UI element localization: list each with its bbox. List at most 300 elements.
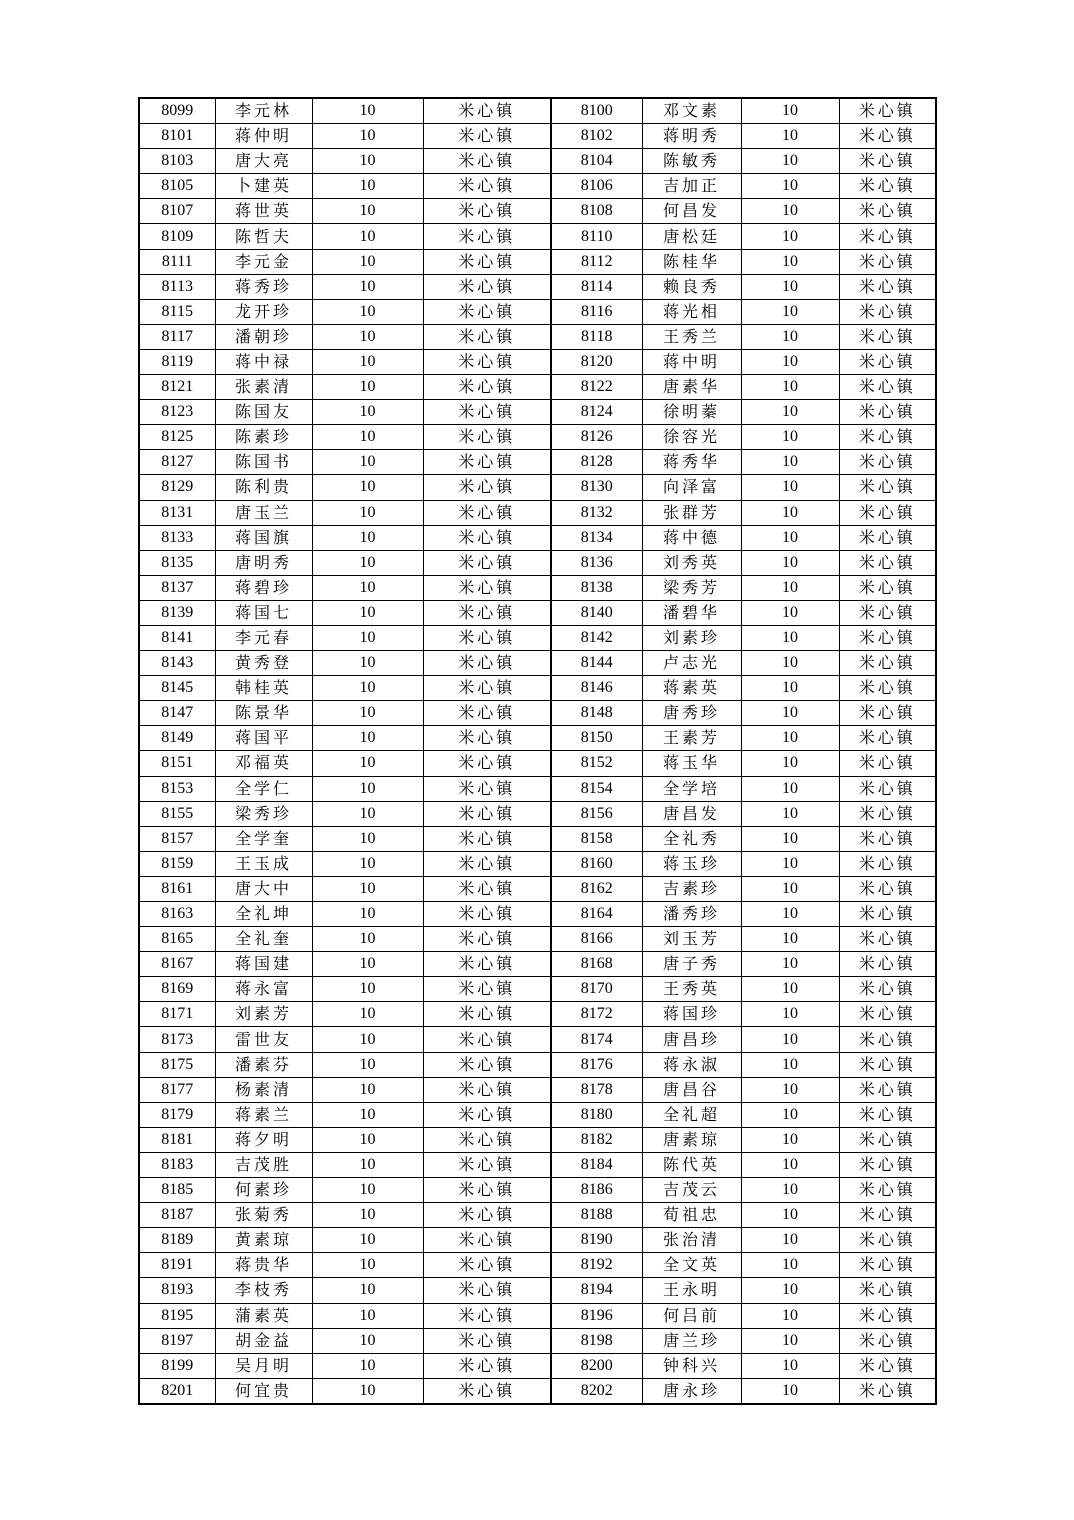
township-cell: 米心镇: [423, 1228, 551, 1253]
amount-cell: 10: [312, 902, 423, 927]
township-cell: 米心镇: [423, 1253, 551, 1278]
record-number-cell: 8196: [551, 1303, 642, 1328]
township-cell: 米心镇: [423, 475, 551, 500]
amount-cell: 10: [312, 927, 423, 952]
record-number-cell: 8129: [139, 475, 215, 500]
person-name-cell: 刘秀英: [642, 550, 741, 575]
person-name-cell: 唐明秀: [215, 550, 312, 575]
table-row: [139, 274, 936, 299]
person-name-cell: 刘素芳: [215, 1002, 312, 1027]
amount-cell: 10: [312, 124, 423, 149]
township-cell: 米心镇: [423, 977, 551, 1002]
person-name-cell: 蒋素兰: [215, 1102, 312, 1127]
person-name-cell: 王永明: [642, 1278, 741, 1303]
amount-cell: 10: [312, 876, 423, 901]
record-number-cell: 8137: [139, 575, 215, 600]
record-number-cell: 8168: [551, 952, 642, 977]
record-number-cell: 8157: [139, 826, 215, 851]
record-number-cell: 8136: [551, 550, 642, 575]
amount-cell: 10: [312, 1027, 423, 1052]
township-cell: 米心镇: [839, 625, 936, 650]
person-name-cell: 何素珍: [215, 1178, 312, 1203]
table-row: [139, 851, 936, 876]
township-cell: 米心镇: [423, 776, 551, 801]
amount-cell: 10: [741, 1077, 839, 1102]
amount-cell: 10: [741, 651, 839, 676]
township-cell: 米心镇: [839, 1077, 936, 1102]
record-number-cell: 8103: [139, 149, 215, 174]
amount-cell: 10: [741, 199, 839, 224]
township-cell: 米心镇: [423, 324, 551, 349]
person-name-cell: 卜建英: [215, 174, 312, 199]
record-number-cell: 8124: [551, 400, 642, 425]
amount-cell: 10: [741, 425, 839, 450]
person-name-cell: 陈哲夫: [215, 224, 312, 249]
person-name-cell: 卢志光: [642, 651, 741, 676]
person-name-cell: 唐昌珍: [642, 1027, 741, 1052]
person-name-cell: 杨素清: [215, 1077, 312, 1102]
table-row: [139, 801, 936, 826]
table-row: [139, 98, 936, 124]
person-name-cell: 蒋国珍: [642, 1002, 741, 1027]
record-number-cell: 8110: [551, 224, 642, 249]
person-name-cell: 蒋中明: [642, 349, 741, 374]
township-cell: 米心镇: [839, 1203, 936, 1228]
record-number-cell: 8193: [139, 1278, 215, 1303]
table-row: [139, 1303, 936, 1328]
amount-cell: 10: [312, 98, 423, 124]
record-number-cell: 8183: [139, 1152, 215, 1177]
township-cell: 米心镇: [839, 1328, 936, 1353]
amount-cell: 10: [741, 826, 839, 851]
person-name-cell: 蒋中禄: [215, 349, 312, 374]
record-number-cell: 8105: [139, 174, 215, 199]
record-number-cell: 8116: [551, 299, 642, 324]
amount-cell: 10: [312, 625, 423, 650]
amount-cell: 10: [741, 1002, 839, 1027]
record-number-cell: 8167: [139, 952, 215, 977]
person-name-cell: 全文英: [642, 1253, 741, 1278]
township-cell: 米心镇: [423, 726, 551, 751]
table-row: [139, 1077, 936, 1102]
amount-cell: 10: [741, 851, 839, 876]
record-number-cell: 8191: [139, 1253, 215, 1278]
township-cell: 米心镇: [423, 174, 551, 199]
township-cell: 米心镇: [839, 1027, 936, 1052]
amount-cell: 10: [312, 676, 423, 701]
person-name-cell: 王玉成: [215, 851, 312, 876]
record-number-cell: 8197: [139, 1328, 215, 1353]
township-cell: 米心镇: [839, 224, 936, 249]
record-number-cell: 8130: [551, 475, 642, 500]
amount-cell: 10: [741, 149, 839, 174]
amount-cell: 10: [312, 1152, 423, 1177]
township-cell: 米心镇: [839, 701, 936, 726]
record-number-cell: 8199: [139, 1353, 215, 1378]
record-number-cell: 8172: [551, 1002, 642, 1027]
amount-cell: 10: [741, 1203, 839, 1228]
person-name-cell: 王秀英: [642, 977, 741, 1002]
record-number-cell: 8202: [551, 1378, 642, 1404]
record-number-cell: 8160: [551, 851, 642, 876]
person-name-cell: 潘碧华: [642, 600, 741, 625]
person-name-cell: 王秀兰: [642, 324, 741, 349]
township-cell: 米心镇: [423, 1203, 551, 1228]
person-name-cell: 蒋永富: [215, 977, 312, 1002]
record-number-cell: 8122: [551, 375, 642, 400]
table-row: [139, 550, 936, 575]
amount-cell: 10: [312, 174, 423, 199]
table-row: [139, 1378, 936, 1404]
person-name-cell: 蒋贵华: [215, 1253, 312, 1278]
person-name-cell: 唐昌谷: [642, 1077, 741, 1102]
person-name-cell: 蒋永淑: [642, 1052, 741, 1077]
amount-cell: 10: [741, 299, 839, 324]
table-row: [139, 149, 936, 174]
amount-cell: 10: [741, 977, 839, 1002]
record-number-cell: 8123: [139, 400, 215, 425]
record-number-cell: 8149: [139, 726, 215, 751]
table-row: [139, 1278, 936, 1303]
table-row: [139, 400, 936, 425]
township-cell: 米心镇: [423, 1278, 551, 1303]
amount-cell: 10: [312, 751, 423, 776]
township-cell: 米心镇: [423, 124, 551, 149]
person-name-cell: 全学培: [642, 776, 741, 801]
person-name-cell: 邓福英: [215, 751, 312, 776]
table-row: [139, 826, 936, 851]
record-number-cell: 8158: [551, 826, 642, 851]
table-row: [139, 525, 936, 550]
roster-table: [138, 97, 937, 1405]
township-cell: 米心镇: [423, 1052, 551, 1077]
township-cell: 米心镇: [423, 625, 551, 650]
township-cell: 米心镇: [839, 550, 936, 575]
township-cell: 米心镇: [839, 751, 936, 776]
township-cell: 米心镇: [423, 826, 551, 851]
table-row: [139, 1328, 936, 1353]
amount-cell: 10: [312, 1002, 423, 1027]
amount-cell: 10: [741, 450, 839, 475]
person-name-cell: 陈敏秀: [642, 149, 741, 174]
record-number-cell: 8165: [139, 927, 215, 952]
township-cell: 米心镇: [839, 475, 936, 500]
person-name-cell: 唐秀珍: [642, 701, 741, 726]
township-cell: 米心镇: [423, 701, 551, 726]
amount-cell: 10: [312, 550, 423, 575]
record-number-cell: 8132: [551, 500, 642, 525]
amount-cell: 10: [312, 199, 423, 224]
amount-cell: 10: [741, 249, 839, 274]
record-number-cell: 8190: [551, 1228, 642, 1253]
amount-cell: 10: [741, 625, 839, 650]
township-cell: 米心镇: [423, 952, 551, 977]
township-cell: 米心镇: [839, 902, 936, 927]
township-cell: 米心镇: [423, 1102, 551, 1127]
person-name-cell: 蒋碧珍: [215, 575, 312, 600]
record-number-cell: 8173: [139, 1027, 215, 1052]
person-name-cell: 陈桂华: [642, 249, 741, 274]
township-cell: 米心镇: [839, 927, 936, 952]
record-number-cell: 8176: [551, 1052, 642, 1077]
record-number-cell: 8171: [139, 1002, 215, 1027]
township-cell: 米心镇: [839, 1278, 936, 1303]
township-cell: 米心镇: [423, 199, 551, 224]
record-number-cell: 8179: [139, 1102, 215, 1127]
record-number-cell: 8177: [139, 1077, 215, 1102]
person-name-cell: 张菊秀: [215, 1203, 312, 1228]
person-name-cell: 向泽富: [642, 475, 741, 500]
township-cell: 米心镇: [423, 575, 551, 600]
amount-cell: 10: [741, 575, 839, 600]
amount-cell: 10: [741, 400, 839, 425]
record-number-cell: 8119: [139, 349, 215, 374]
amount-cell: 10: [741, 1052, 839, 1077]
amount-cell: 10: [312, 1278, 423, 1303]
record-number-cell: 8141: [139, 625, 215, 650]
person-name-cell: 唐大中: [215, 876, 312, 901]
township-cell: 米心镇: [423, 1152, 551, 1177]
record-number-cell: 8101: [139, 124, 215, 149]
township-cell: 米心镇: [423, 550, 551, 575]
record-number-cell: 8131: [139, 500, 215, 525]
record-number-cell: 8138: [551, 575, 642, 600]
township-cell: 米心镇: [423, 224, 551, 249]
amount-cell: 10: [312, 500, 423, 525]
table-row: [139, 1253, 936, 1278]
amount-cell: 10: [312, 224, 423, 249]
record-number-cell: 8148: [551, 701, 642, 726]
record-number-cell: 8189: [139, 1228, 215, 1253]
township-cell: 米心镇: [839, 726, 936, 751]
amount-cell: 10: [741, 902, 839, 927]
township-cell: 米心镇: [423, 299, 551, 324]
township-cell: 米心镇: [839, 500, 936, 525]
record-number-cell: 8100: [551, 98, 642, 124]
amount-cell: 10: [312, 1077, 423, 1102]
amount-cell: 10: [312, 149, 423, 174]
township-cell: 米心镇: [423, 851, 551, 876]
amount-cell: 10: [741, 726, 839, 751]
amount-cell: 10: [741, 324, 839, 349]
township-cell: 米心镇: [423, 1027, 551, 1052]
township-cell: 米心镇: [839, 952, 936, 977]
amount-cell: 10: [312, 375, 423, 400]
person-name-cell: 王素芳: [642, 726, 741, 751]
township-cell: 米心镇: [839, 1378, 936, 1404]
record-number-cell: 8147: [139, 701, 215, 726]
record-number-cell: 8152: [551, 751, 642, 776]
township-cell: 米心镇: [839, 274, 936, 299]
record-number-cell: 8192: [551, 1253, 642, 1278]
township-cell: 米心镇: [423, 1303, 551, 1328]
record-number-cell: 8146: [551, 676, 642, 701]
person-name-cell: 蒋玉华: [642, 751, 741, 776]
township-cell: 米心镇: [423, 98, 551, 124]
record-number-cell: 8112: [551, 249, 642, 274]
amount-cell: 10: [741, 776, 839, 801]
person-name-cell: 李元春: [215, 625, 312, 650]
amount-cell: 10: [741, 1328, 839, 1353]
township-cell: 米心镇: [839, 400, 936, 425]
amount-cell: 10: [312, 450, 423, 475]
township-cell: 米心镇: [423, 400, 551, 425]
record-number-cell: 8162: [551, 876, 642, 901]
record-number-cell: 8198: [551, 1328, 642, 1353]
record-number-cell: 8155: [139, 801, 215, 826]
table-row: [139, 927, 936, 952]
table-row: [139, 726, 936, 751]
person-name-cell: 唐松廷: [642, 224, 741, 249]
record-number-cell: 8159: [139, 851, 215, 876]
amount-cell: 10: [741, 349, 839, 374]
amount-cell: 10: [741, 1353, 839, 1378]
township-cell: 米心镇: [839, 676, 936, 701]
table-row: [139, 776, 936, 801]
person-name-cell: 唐子秀: [642, 952, 741, 977]
record-number-cell: 8108: [551, 199, 642, 224]
person-name-cell: 唐永珍: [642, 1378, 741, 1404]
amount-cell: 10: [312, 1203, 423, 1228]
record-number-cell: 8180: [551, 1102, 642, 1127]
table-row: [139, 1052, 936, 1077]
record-number-cell: 8185: [139, 1178, 215, 1203]
township-cell: 米心镇: [423, 349, 551, 374]
person-name-cell: 李枝秀: [215, 1278, 312, 1303]
township-cell: 米心镇: [423, 149, 551, 174]
township-cell: 米心镇: [423, 1178, 551, 1203]
table-row: [139, 500, 936, 525]
person-name-cell: 张素清: [215, 375, 312, 400]
amount-cell: 10: [741, 751, 839, 776]
person-name-cell: 荀祖忠: [642, 1203, 741, 1228]
amount-cell: 10: [312, 575, 423, 600]
table-row: [139, 751, 936, 776]
amount-cell: 10: [312, 726, 423, 751]
amount-cell: 10: [741, 952, 839, 977]
township-cell: 米心镇: [839, 1127, 936, 1152]
amount-cell: 10: [312, 299, 423, 324]
person-name-cell: 梁秀芳: [642, 575, 741, 600]
amount-cell: 10: [741, 701, 839, 726]
amount-cell: 10: [741, 876, 839, 901]
table-row: [139, 952, 936, 977]
record-number-cell: 8181: [139, 1127, 215, 1152]
township-cell: 米心镇: [839, 1102, 936, 1127]
person-name-cell: 邓文素: [642, 98, 741, 124]
amount-cell: 10: [312, 400, 423, 425]
person-name-cell: 胡金益: [215, 1328, 312, 1353]
record-number-cell: 8151: [139, 751, 215, 776]
person-name-cell: 全学奎: [215, 826, 312, 851]
record-number-cell: 8121: [139, 375, 215, 400]
township-cell: 米心镇: [839, 1253, 936, 1278]
amount-cell: 10: [741, 1378, 839, 1404]
person-name-cell: 龙开珍: [215, 299, 312, 324]
record-number-cell: 8135: [139, 550, 215, 575]
record-number-cell: 8170: [551, 977, 642, 1002]
amount-cell: 10: [741, 1278, 839, 1303]
person-name-cell: 吉茂云: [642, 1178, 741, 1203]
table-row: [139, 124, 936, 149]
record-number-cell: 8111: [139, 249, 215, 274]
township-cell: 米心镇: [839, 651, 936, 676]
person-name-cell: 张群芳: [642, 500, 741, 525]
township-cell: 米心镇: [423, 1353, 551, 1378]
person-name-cell: 陈利贵: [215, 475, 312, 500]
township-cell: 米心镇: [839, 199, 936, 224]
table-row: [139, 1178, 936, 1203]
record-number-cell: 8166: [551, 927, 642, 952]
amount-cell: 10: [312, 851, 423, 876]
person-name-cell: 陈景华: [215, 701, 312, 726]
township-cell: 米心镇: [423, 876, 551, 901]
township-cell: 米心镇: [423, 525, 551, 550]
amount-cell: 10: [741, 274, 839, 299]
township-cell: 米心镇: [423, 1002, 551, 1027]
amount-cell: 10: [312, 1378, 423, 1404]
record-number-cell: 8201: [139, 1378, 215, 1404]
person-name-cell: 吴月明: [215, 1353, 312, 1378]
person-name-cell: 黄秀登: [215, 651, 312, 676]
amount-cell: 10: [312, 324, 423, 349]
table-row: [139, 977, 936, 1002]
person-name-cell: 唐昌发: [642, 801, 741, 826]
person-name-cell: 蒋仲明: [215, 124, 312, 149]
person-name-cell: 全学仁: [215, 776, 312, 801]
township-cell: 米心镇: [839, 1303, 936, 1328]
amount-cell: 10: [312, 977, 423, 1002]
person-name-cell: 吉素珍: [642, 876, 741, 901]
amount-cell: 10: [312, 1052, 423, 1077]
table-row: [139, 1203, 936, 1228]
person-name-cell: 吉茂胜: [215, 1152, 312, 1177]
table-row: [139, 876, 936, 901]
record-number-cell: 8195: [139, 1303, 215, 1328]
township-cell: 米心镇: [423, 902, 551, 927]
amount-cell: 10: [741, 224, 839, 249]
township-cell: 米心镇: [839, 1002, 936, 1027]
person-name-cell: 唐素琼: [642, 1127, 741, 1152]
township-cell: 米心镇: [839, 826, 936, 851]
person-name-cell: 蒋明秀: [642, 124, 741, 149]
township-cell: 米心镇: [839, 149, 936, 174]
person-name-cell: 徐明蓁: [642, 400, 741, 425]
township-cell: 米心镇: [423, 1077, 551, 1102]
township-cell: 米心镇: [423, 1378, 551, 1404]
record-number-cell: 8186: [551, 1178, 642, 1203]
person-name-cell: 刘素珍: [642, 625, 741, 650]
amount-cell: 10: [741, 1027, 839, 1052]
amount-cell: 10: [741, 1178, 839, 1203]
table-row: [139, 299, 936, 324]
person-name-cell: 潘素芬: [215, 1052, 312, 1077]
record-number-cell: 8153: [139, 776, 215, 801]
record-number-cell: 8142: [551, 625, 642, 650]
record-number-cell: 8150: [551, 726, 642, 751]
amount-cell: 10: [741, 1152, 839, 1177]
person-name-cell: 蒋国七: [215, 600, 312, 625]
table-row: [139, 902, 936, 927]
record-number-cell: 8106: [551, 174, 642, 199]
person-name-cell: 蒋素英: [642, 676, 741, 701]
record-number-cell: 8128: [551, 450, 642, 475]
table-row: [139, 249, 936, 274]
township-cell: 米心镇: [839, 977, 936, 1002]
township-cell: 米心镇: [839, 1152, 936, 1177]
record-number-cell: 8182: [551, 1127, 642, 1152]
table-row: [139, 575, 936, 600]
